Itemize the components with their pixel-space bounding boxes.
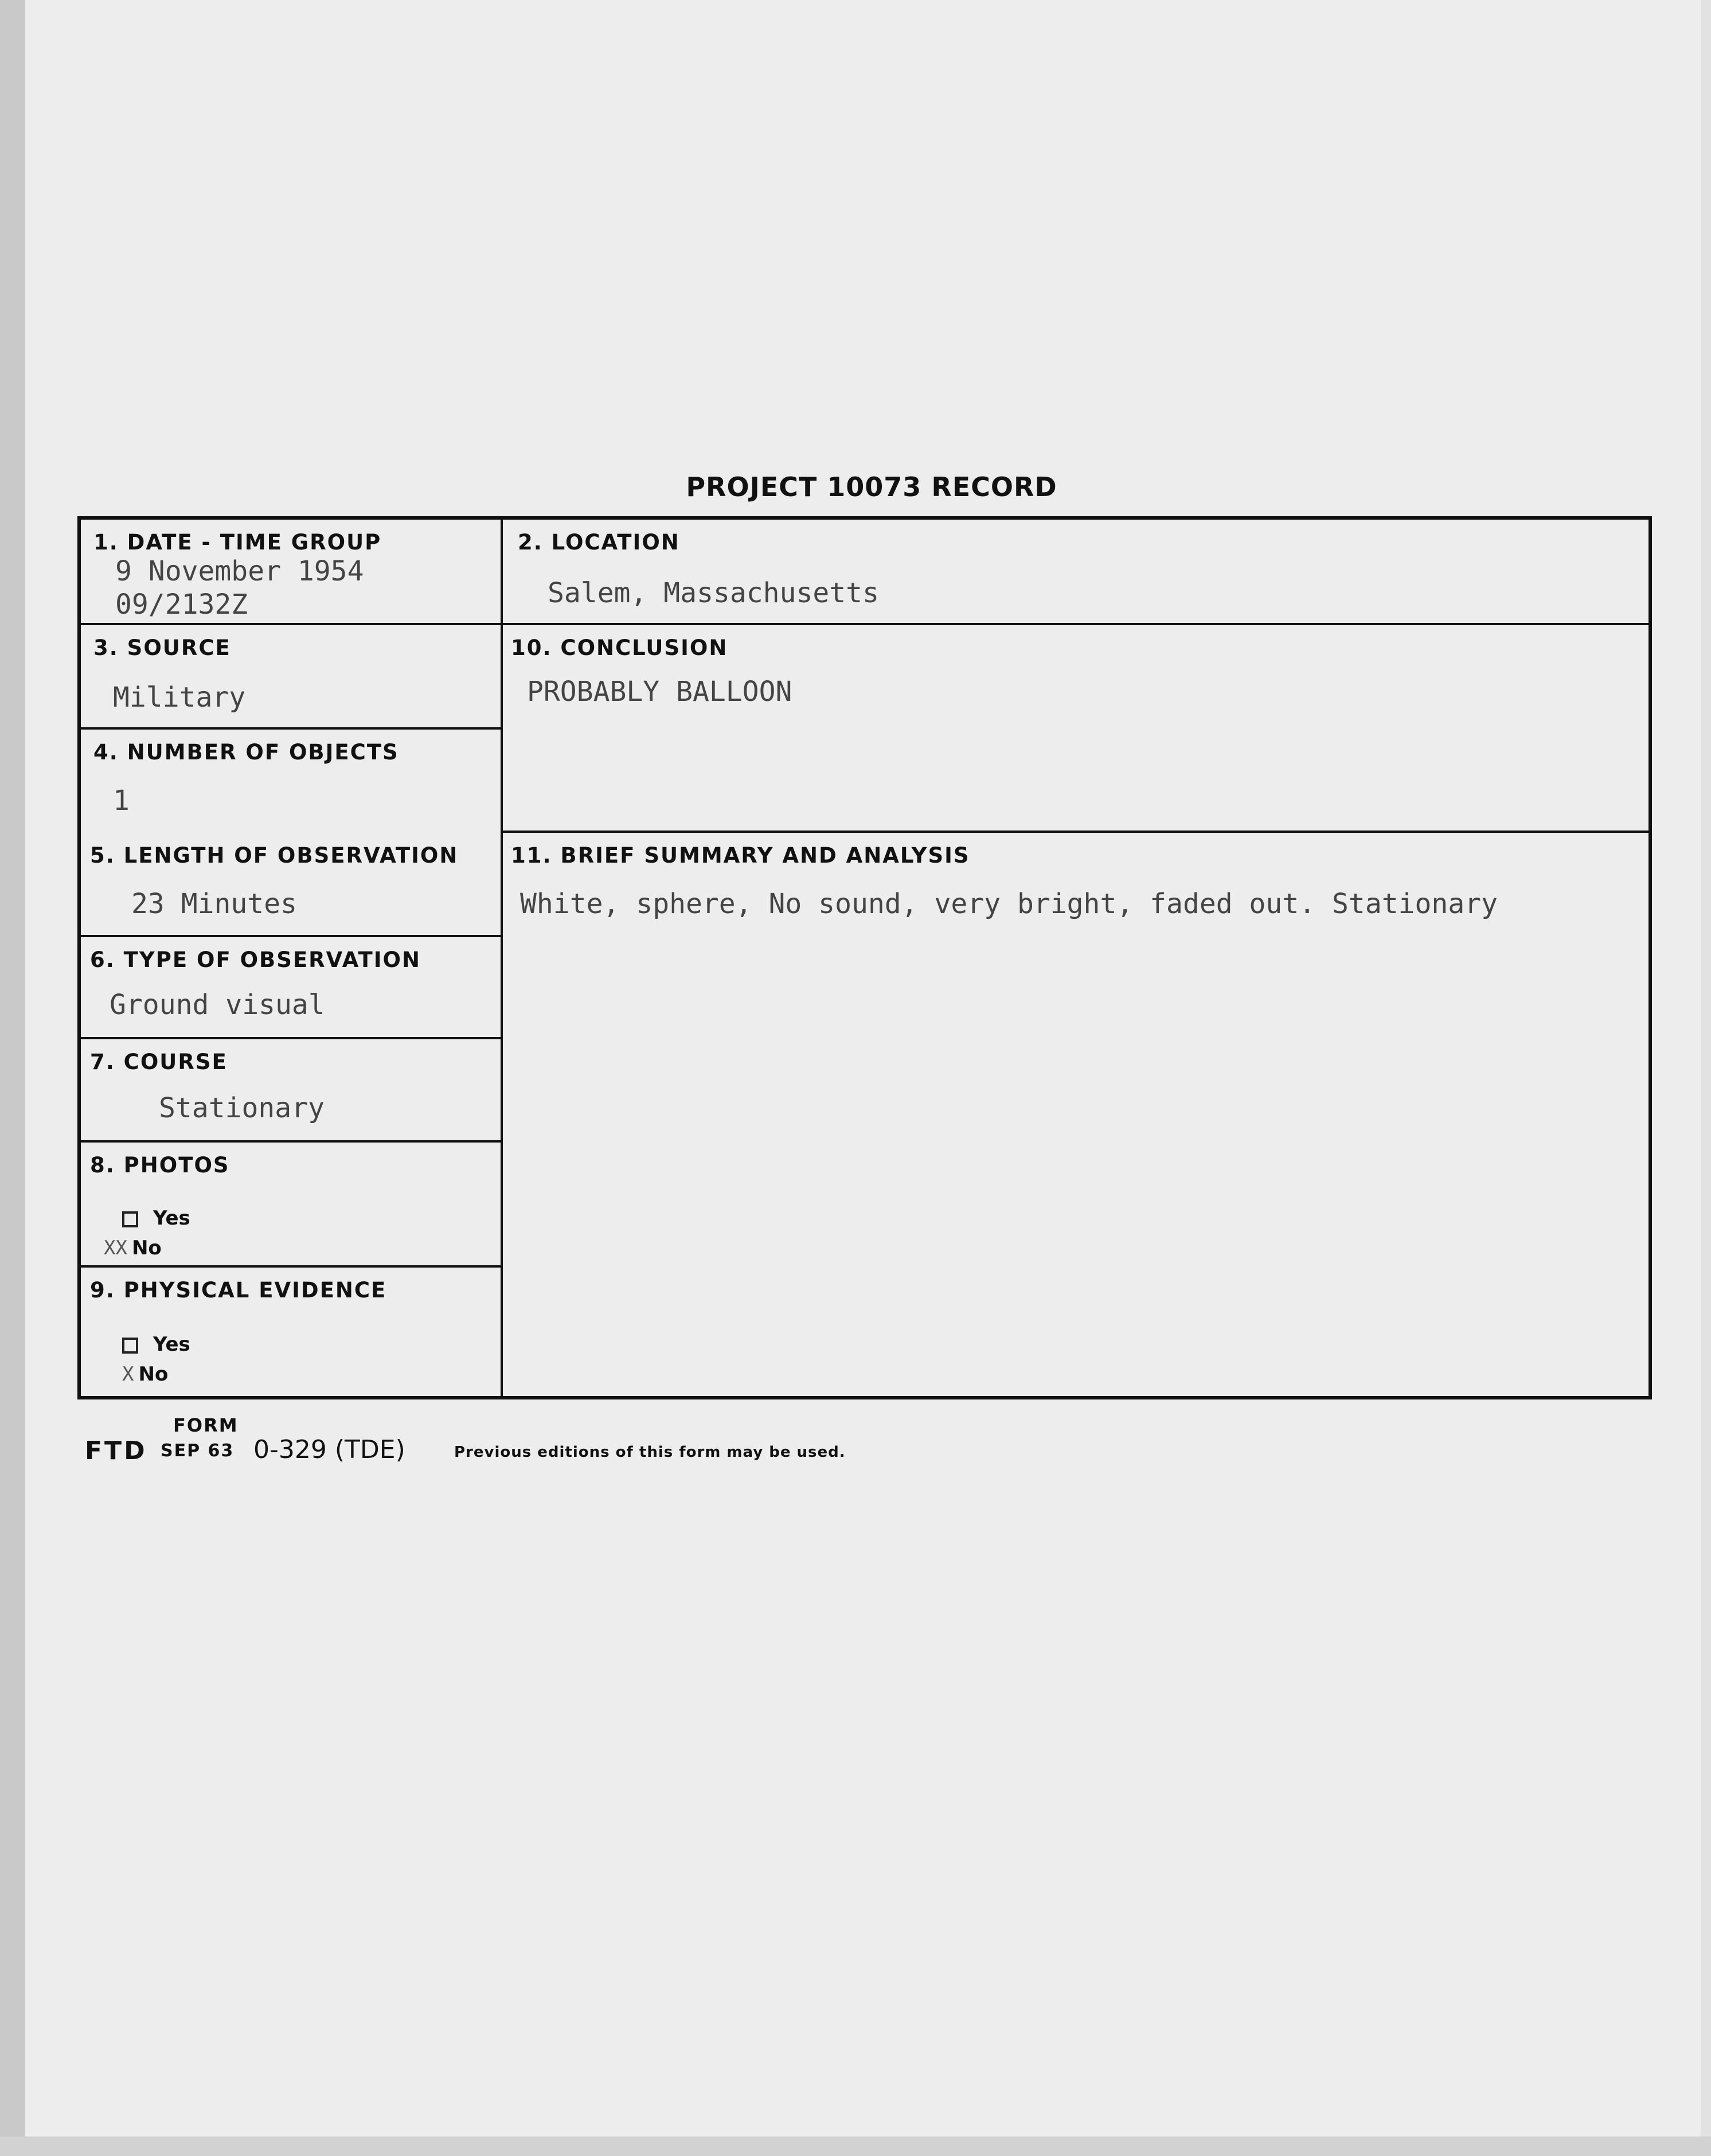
footer-ftd: FTD: [85, 1436, 147, 1465]
physical-yes-option: [122, 1333, 190, 1356]
physical-no-option: [122, 1363, 168, 1386]
date-value: 9 November 1954: [115, 555, 364, 587]
length-cell: [81, 833, 501, 937]
time-value: 09/2132Z: [115, 588, 248, 621]
location-cell: [501, 520, 1649, 625]
location-value: Salem, Massachusetts: [548, 577, 879, 609]
type-label: 6. TYPE OF OBSERVATION: [90, 948, 421, 972]
physical-evidence-cell: [81, 1268, 501, 1396]
source-cell: [81, 625, 501, 730]
physical-yes-label: Yes: [153, 1333, 190, 1356]
record-form: [77, 516, 1652, 1399]
photos-yes-checkbox: [122, 1211, 138, 1227]
photos-no-mark: XX: [104, 1237, 127, 1260]
footer-date-code: SEP 63: [161, 1441, 235, 1461]
photos-no-option: [104, 1237, 162, 1260]
physical-yes-checkbox: [122, 1338, 138, 1354]
course-value: Stationary: [159, 1092, 325, 1124]
footer-note: Previous editions of this form may be used.: [454, 1444, 846, 1461]
num-objects-value: 1: [113, 785, 130, 817]
summary-value: White, sphere, No sound, very bright, faded out. Stationary: [520, 888, 1498, 920]
scan-edge-left: [0, 0, 25, 2156]
date-time-label: 1. DATE - TIME GROUP: [93, 530, 382, 555]
footer-form-number: 0-329 (TDE): [253, 1435, 405, 1464]
physical-no-mark: X: [122, 1363, 134, 1386]
type-cell: [81, 937, 501, 1039]
num-objects-cell: [81, 730, 501, 833]
footer-form-word: FORM: [173, 1414, 239, 1436]
num-objects-label: 4. NUMBER OF OBJECTS: [93, 740, 399, 765]
date-time-cell: [81, 520, 501, 625]
physical-evidence-label: 9. PHYSICAL EVIDENCE: [90, 1278, 387, 1303]
photos-yes-label: Yes: [153, 1207, 190, 1230]
photos-no-label: No: [131, 1237, 162, 1260]
photos-label: 8. PHOTOS: [90, 1153, 230, 1178]
type-value: Ground visual: [110, 989, 325, 1021]
physical-no-label: No: [138, 1363, 169, 1386]
scan-edge-right: [1701, 0, 1711, 2156]
conclusion-label: 10. CONCLUSION: [511, 636, 728, 660]
length-value: 23 Minutes: [131, 888, 297, 920]
conclusion-value: PROBABLY BALLOON: [527, 676, 792, 708]
source-value: Military: [113, 681, 246, 714]
course-label: 7. COURSE: [90, 1050, 228, 1074]
summary-label: 11. BRIEF SUMMARY AND ANALYSIS: [511, 843, 970, 868]
location-label: 2. LOCATION: [518, 530, 680, 555]
form-title: PROJECT 10073 RECORD: [686, 471, 1057, 502]
scan-edge-bottom: [0, 2136, 1711, 2156]
conclusion-cell: [501, 625, 1649, 833]
length-label: 5. LENGTH OF OBSERVATION: [90, 843, 459, 868]
summary-cell: [501, 833, 1649, 1396]
photos-yes-option: [122, 1207, 190, 1230]
source-label: 3. SOURCE: [93, 636, 231, 660]
course-cell: [81, 1039, 501, 1143]
photos-cell: [81, 1143, 501, 1268]
